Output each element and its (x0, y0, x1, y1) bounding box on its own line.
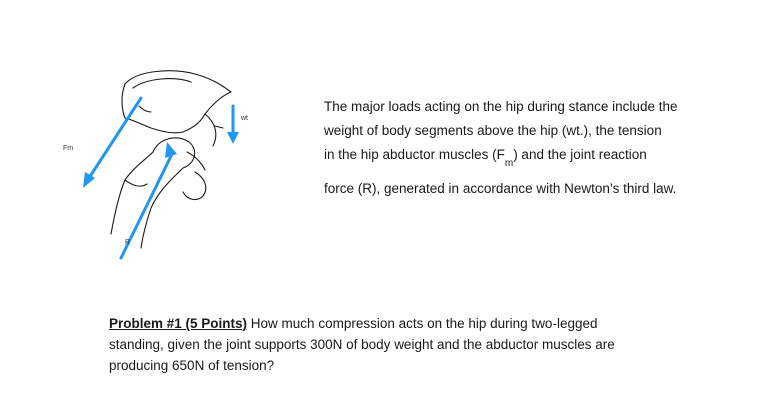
description-line: The major loads acting on the hip during stance include the (324, 99, 678, 114)
problem-line: standing, given the joint supports 300N of body weight and the abductor muscles are (109, 337, 615, 352)
hip-diagram (55, 62, 285, 262)
description-line: weight of body segments above the hip (wt.), the tension (324, 123, 662, 138)
subscript-m: m (504, 158, 514, 169)
fm-arrowhead (83, 172, 95, 188)
problem-block (109, 313, 709, 376)
description-line: force (R), generated in accordance with Newton’s third law. (324, 181, 677, 196)
problem-line (109, 313, 709, 334)
description-text-part: ) and the joint reaction (513, 147, 647, 162)
fm-label: Fm (63, 145, 74, 152)
r-label: R (125, 239, 131, 246)
hip-sketch (55, 62, 285, 262)
problem-text: How much compression acts on the hip during two-legged (247, 316, 598, 331)
problem-line: producing 650N of tension? (109, 358, 275, 373)
r-arrowhead (165, 142, 177, 158)
description-text-part: in the hip abductor muscles (F (324, 147, 505, 162)
problem-heading: Problem #1 (5 Points) (109, 316, 248, 331)
description-text (324, 95, 744, 201)
description-line (324, 143, 744, 169)
fm-arrow (89, 98, 141, 178)
wt-arrowhead (227, 132, 239, 144)
wt-label: wt (241, 115, 248, 122)
